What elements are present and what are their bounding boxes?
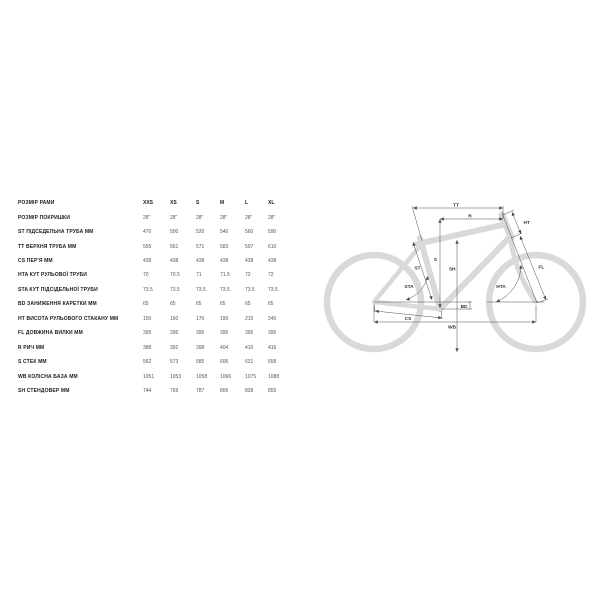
row-value: 71.5 <box>220 272 230 279</box>
seat-axis-extension <box>412 206 422 241</box>
row-value: 395 <box>196 330 205 337</box>
row-value: 28" <box>196 214 204 221</box>
row-value: 769 <box>170 388 179 395</box>
row-value: 606 <box>220 359 229 366</box>
row-value: 438 <box>268 258 277 265</box>
row-value: 240 <box>268 315 277 322</box>
row-value: 28" <box>143 214 151 221</box>
row-value: 540 <box>220 229 229 236</box>
row-value: 72 <box>245 272 251 279</box>
row-value: 438 <box>143 258 152 265</box>
table-row <box>18 254 308 268</box>
table-row <box>18 312 308 326</box>
row-value: 597 <box>245 243 254 250</box>
row-label: SH СТЕНДОВЕР ММ <box>18 388 70 395</box>
dim-label-sta: STA <box>404 285 414 290</box>
row-value: 1058 <box>196 373 208 380</box>
row-value: 65 <box>196 301 202 308</box>
row-value: 610 <box>268 243 277 250</box>
row-value: 190 <box>220 315 229 322</box>
dim-label-sh: SH <box>448 267 456 273</box>
row-value: 73.5 <box>268 286 278 293</box>
row-label: S СТЕК ММ <box>18 359 47 366</box>
row-label: ST ПІДСЕДЕЛЬНА ТРУБА ММ <box>18 229 94 236</box>
row-value: 438 <box>220 258 229 265</box>
row-value: 555 <box>143 243 152 250</box>
dim-label-bd: BD <box>460 304 468 310</box>
bd-dim-tick <box>468 302 472 309</box>
row-value: S <box>196 200 200 207</box>
row-value: 395 <box>268 330 277 337</box>
row-value: 855 <box>268 388 277 395</box>
row-value: 65 <box>245 301 251 308</box>
row-value: 561 <box>170 243 179 250</box>
row-value: 395 <box>220 330 229 337</box>
chain-stay <box>374 302 440 309</box>
row-value: 590 <box>268 229 277 236</box>
row-value: 1053 <box>170 373 182 380</box>
geometry-table-body <box>18 196 308 398</box>
row-value: 828 <box>245 388 254 395</box>
row-value: 395 <box>143 330 152 337</box>
row-value: 787 <box>196 388 205 395</box>
row-value: 1075 <box>245 373 257 380</box>
row-value: 438 <box>245 258 254 265</box>
geometry-table <box>18 196 308 398</box>
row-value: 65 <box>220 301 226 308</box>
row-value: XL <box>268 200 275 207</box>
table-row <box>18 326 308 340</box>
row-value: 65 <box>170 301 176 308</box>
row-value: 28" <box>220 214 228 221</box>
table-row <box>18 196 308 210</box>
dim-label-wb: WB <box>448 325 456 331</box>
table-row <box>18 341 308 355</box>
bike-geometry-diagram <box>322 185 598 365</box>
row-value: 573 <box>170 359 179 366</box>
row-value: 73.5 <box>245 286 255 293</box>
row-value: 392 <box>170 344 179 351</box>
table-row <box>18 210 308 224</box>
row-label: HT ВИСОТА РУЛЬОВОГО СТАКАНУ ММ <box>18 315 119 322</box>
row-value: 73.5 <box>170 286 180 293</box>
top-tube <box>417 225 502 244</box>
row-label: WB КОЛІСНА БАЗА ММ <box>18 373 78 380</box>
row-value: 70 <box>143 272 149 279</box>
row-value: 150 <box>143 315 152 322</box>
row-label: BD ЗАНИЖЕННЯ КАРЕТКИ ММ <box>18 301 97 308</box>
row-label: CS ПЕР'Я ММ <box>18 258 53 265</box>
row-value: 395 <box>170 330 179 337</box>
row-value: 388 <box>143 344 152 351</box>
row-value: 562 <box>143 359 152 366</box>
ht-dim-line <box>512 212 521 234</box>
row-value: 585 <box>196 359 205 366</box>
row-label: R РИЧ ММ <box>18 344 45 351</box>
dim-label-cs: CS <box>404 317 412 322</box>
row-value: 395 <box>245 330 254 337</box>
row-value: 571 <box>196 243 205 250</box>
row-value: 170 <box>196 315 205 322</box>
row-value: 404 <box>220 344 229 351</box>
table-row <box>18 283 308 297</box>
table-row <box>18 268 308 282</box>
dim-label-r: R <box>468 214 472 220</box>
row-value: 583 <box>220 243 229 250</box>
table-row <box>18 384 308 398</box>
row-value: 470 <box>143 229 152 236</box>
row-value: 73.5 <box>196 286 206 293</box>
dim-label-hta: HTA <box>496 285 506 290</box>
row-label: FL ДОВЖИНА ВИЛКИ ММ <box>18 330 83 337</box>
row-value: 73.5 <box>143 286 153 293</box>
row-value: 71 <box>196 272 202 279</box>
row-label: TT ВЕРХНЯ ТРУБА ММ <box>18 243 77 250</box>
row-value: 500 <box>170 229 179 236</box>
row-value: 215 <box>245 315 254 322</box>
table-row <box>18 369 308 383</box>
dim-label-fl: FL <box>538 265 545 271</box>
row-value: 806 <box>220 388 229 395</box>
dim-label-ht: HT <box>523 221 530 226</box>
row-value: 72 <box>268 272 274 279</box>
row-value: 28" <box>170 214 178 221</box>
row-label: РОЗМІР ПОКРИШКИ <box>18 214 70 221</box>
row-value: 560 <box>245 229 254 236</box>
row-value: 658 <box>268 359 277 366</box>
table-row <box>18 225 308 239</box>
row-value: 65 <box>143 301 149 308</box>
row-value: 1088 <box>268 373 280 380</box>
row-value: 416 <box>268 344 277 351</box>
dim-label-s: S <box>433 258 437 263</box>
row-label: РОЗМІР РАМИ <box>18 200 55 207</box>
row-label: STA КУТ ПІДСІДЕЛЬНОЇ ТРУБИ <box>18 286 98 293</box>
row-value: XXS <box>143 200 154 207</box>
row-label: HTA КУТ РУЛЬОВОЇ ТРУБИ <box>18 272 88 279</box>
row-value: 28" <box>268 214 276 221</box>
row-value: 28" <box>245 214 253 221</box>
row-value: 70.5 <box>170 272 180 279</box>
row-value: 438 <box>196 258 205 265</box>
table-row <box>18 239 308 253</box>
row-value: 438 <box>170 258 179 265</box>
row-value: 1066 <box>220 373 232 380</box>
row-value: 398 <box>196 344 205 351</box>
row-value: 73.5 <box>220 286 230 293</box>
row-value: M <box>220 200 225 207</box>
dim-label-tt: TT <box>453 203 459 209</box>
row-value: 65 <box>268 301 274 308</box>
dim-label-st: ST <box>414 266 421 272</box>
row-value: 410 <box>245 344 254 351</box>
row-value: 520 <box>196 229 205 236</box>
row-value: L <box>245 200 249 207</box>
row-value: 631 <box>245 359 254 366</box>
fl-ext-axle <box>537 299 548 303</box>
table-row <box>18 297 308 311</box>
table-row <box>18 355 308 369</box>
row-value: XS <box>170 200 177 207</box>
row-value: 160 <box>170 315 179 322</box>
row-value: 744 <box>143 388 152 395</box>
row-value: 1051 <box>143 373 155 380</box>
fork <box>510 236 535 301</box>
